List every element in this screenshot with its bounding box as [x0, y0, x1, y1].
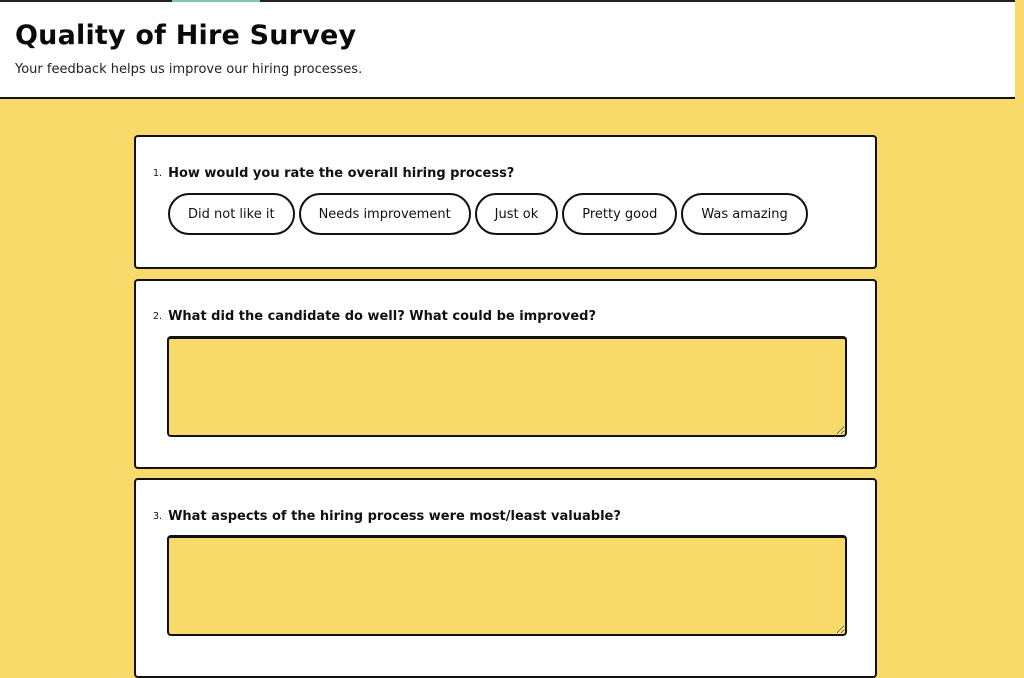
question-1-label [153, 166, 514, 181]
rating-option-was-amazing[interactable]: Was amazing [681, 193, 807, 235]
scrollbar[interactable] [1015, 0, 1024, 661]
question-2-label [153, 309, 596, 324]
rating-option-just-ok[interactable]: Just ok [475, 193, 559, 235]
question-2-number: 2. [153, 311, 163, 322]
page-subtitle: Your feedback helps us improve our hiring processes. [15, 62, 363, 77]
question-3-label [153, 509, 621, 524]
question-1-number: 1. [153, 168, 163, 179]
page-title: Quality of Hire Survey [15, 20, 357, 51]
question-3-number: 3. [153, 511, 163, 522]
question-3-answer-textarea[interactable] [167, 535, 847, 636]
rating-option-did-not-like-it[interactable]: Did not like it [168, 193, 295, 235]
question-card-2 [134, 279, 877, 469]
question-card-3 [134, 478, 877, 678]
rating-option-needs-improvement[interactable]: Needs improvement [299, 193, 471, 235]
question-3-text: What aspects of the hiring process were most/least valuable? [168, 509, 621, 524]
rating-options [168, 193, 808, 235]
question-1-text: How would you rate the overall hiring process? [168, 166, 515, 181]
question-2-answer-textarea[interactable] [167, 336, 847, 437]
rating-option-pretty-good[interactable]: Pretty good [562, 193, 677, 235]
question-card-1 [134, 135, 877, 269]
question-2-text: What did the candidate do well? What could be improved? [168, 309, 597, 324]
survey-header [0, 2, 1015, 99]
